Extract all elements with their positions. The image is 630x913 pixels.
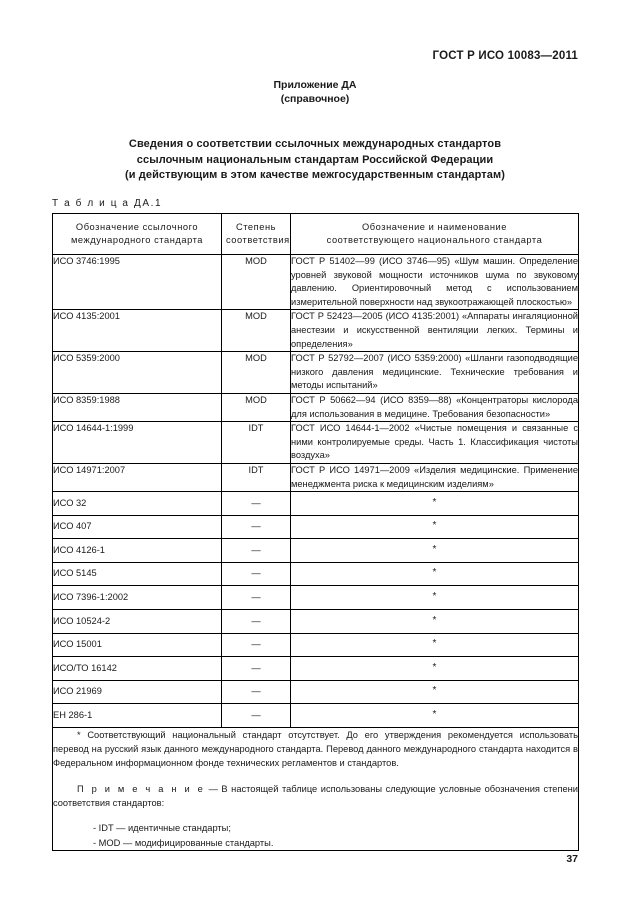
table-row bbox=[53, 704, 579, 728]
table-row bbox=[53, 255, 579, 310]
cell-national-standard: * bbox=[291, 633, 579, 657]
annex-title: Приложение ДА bbox=[273, 79, 357, 91]
cell-national-standard: * bbox=[291, 539, 579, 563]
cell-national-standard: * bbox=[291, 586, 579, 610]
cell-degree: — bbox=[222, 586, 291, 610]
note-text: — В настоящей таблице использованы следующие условные обозначения степени соответствия стандартов: bbox=[53, 783, 579, 808]
table-row bbox=[53, 352, 579, 394]
table-row bbox=[53, 539, 579, 563]
footnote-text: * Соответствующий национальный стандарт отсутствует. До его утверждения рекомендуется использовать перевод на русский язык данного международного стандарта. Перевод данного международного стандарта находится в Федеральном информационном фонде технических регламентов и стандартов. bbox=[53, 730, 578, 769]
cell-reference-standard: ИСО 5359:2000 bbox=[53, 352, 222, 394]
table-row bbox=[53, 463, 579, 491]
cell-reference-standard: ИСО/ТО 16142 bbox=[53, 657, 222, 681]
cell-reference-standard: ИСО 7396-1:2002 bbox=[53, 586, 222, 610]
cell-degree: MOD bbox=[222, 310, 291, 352]
cell-reference-standard: ИСО 21969 bbox=[53, 680, 222, 704]
note-paragraph bbox=[53, 782, 578, 810]
cell-national-standard: ГОСТ Р 51402—99 (ИСО 3746—95) «Шум машин. Определение уровней звуковой мощности источников шума по звуковому давлению. Ориентировочный метод с использованием измерительной поверхности над звукоотражающей плоскостью» bbox=[291, 255, 579, 310]
note-label: П р и м е ч а н и е bbox=[77, 783, 205, 794]
cell-degree: MOD bbox=[222, 255, 291, 310]
table-body bbox=[53, 255, 579, 851]
cell-reference-standard: ИСО 4135:2001 bbox=[53, 310, 222, 352]
page-title bbox=[60, 137, 570, 184]
cell-reference-standard: ИСО 407 bbox=[53, 515, 222, 539]
cell-degree: IDT bbox=[222, 422, 291, 464]
cell-reference-standard: ИСО 14971:2007 bbox=[53, 463, 222, 491]
column-header-national-standard bbox=[291, 214, 579, 255]
cell-degree: — bbox=[222, 515, 291, 539]
table-header-row bbox=[53, 214, 579, 255]
table-row bbox=[53, 310, 579, 352]
column-header-reference-standard-line-1: Обозначение ссылочного bbox=[75, 222, 199, 232]
table-row bbox=[53, 492, 579, 516]
cell-degree: — bbox=[222, 562, 291, 586]
column-header-reference-standard-line-2: международного стандарта bbox=[70, 235, 204, 245]
cell-degree: — bbox=[222, 610, 291, 634]
note-legend-list bbox=[53, 821, 578, 850]
table-footnote-row bbox=[53, 728, 579, 851]
annex-subtitle: (справочное) bbox=[280, 93, 350, 105]
cell-degree: — bbox=[222, 539, 291, 563]
cell-national-standard: * bbox=[291, 657, 579, 681]
page-title-line-3: (и действующим в этом качестве межгосударственным стандартам) bbox=[124, 169, 505, 181]
column-header-degree-line-2: соответствия bbox=[226, 235, 290, 245]
cell-degree: — bbox=[222, 633, 291, 657]
table-footnote-cell bbox=[53, 728, 579, 851]
table-row bbox=[53, 657, 579, 681]
page-number: 37 bbox=[566, 853, 578, 865]
cell-reference-standard: ИСО 32 bbox=[53, 492, 222, 516]
cell-degree: — bbox=[222, 704, 291, 728]
page-title-line-1: Сведения о соответствии ссылочных международных стандартов bbox=[128, 138, 502, 150]
table-row bbox=[53, 586, 579, 610]
page-title-line-2: ссылочным национальным стандартам Российской Федерации bbox=[136, 153, 494, 166]
cell-national-standard: * bbox=[291, 680, 579, 704]
column-header-degree-line-1: Степень bbox=[235, 222, 277, 232]
cell-reference-standard: ИСО 15001 bbox=[53, 633, 222, 657]
column-header-national-standard-line-2: соответствующего национального стандарта bbox=[326, 235, 543, 245]
table-row bbox=[53, 393, 579, 421]
cell-degree: — bbox=[222, 680, 291, 704]
table-row bbox=[53, 610, 579, 634]
cell-national-standard: * bbox=[291, 610, 579, 634]
cell-degree: — bbox=[222, 492, 291, 516]
cell-national-standard: ГОСТ Р 52792—2007 (ИСО 5359:2000) «Шланги газоподводящие низкого давления медицинские. Технические требования и методы испытаний» bbox=[291, 352, 579, 394]
table-row bbox=[53, 562, 579, 586]
cell-reference-standard: ИСО 3746:1995 bbox=[53, 255, 222, 310]
table-row bbox=[53, 422, 579, 464]
standards-correspondence-table bbox=[52, 213, 579, 851]
annex-heading bbox=[0, 78, 630, 106]
list-item: - IDT — идентичные стандарты; bbox=[93, 823, 231, 834]
column-header-degree bbox=[222, 214, 291, 255]
table-row bbox=[53, 680, 579, 704]
cell-reference-standard: ИСО 8359:1988 bbox=[53, 393, 222, 421]
column-header-national-standard-line-1: Обозначение и наименование bbox=[361, 222, 508, 232]
cell-degree: MOD bbox=[222, 352, 291, 394]
running-header: ГОСТ Р ИСО 10083—2011 bbox=[432, 50, 578, 62]
list-item: - MOD — модифицированные стандарты. bbox=[93, 837, 274, 848]
cell-national-standard: ГОСТ Р 50662—94 (ИСО 8359—88) «Концентраторы кислорода для использования в медицине. Требования безопасности» bbox=[291, 393, 579, 421]
cell-national-standard: * bbox=[291, 704, 579, 728]
cell-national-standard: ГОСТ ИСО 14644-1—2002 «Чистые помещения и связанные с ними контролируемые среды. Часть 1. Классификация чистоты воздуха» bbox=[291, 422, 579, 464]
cell-degree: — bbox=[222, 657, 291, 681]
cell-reference-standard: ИСО 5145 bbox=[53, 562, 222, 586]
cell-national-standard: * bbox=[291, 515, 579, 539]
cell-reference-standard: ИСО 4126-1 bbox=[53, 539, 222, 563]
cell-national-standard: * bbox=[291, 562, 579, 586]
cell-reference-standard: ИСО 14644-1:1999 bbox=[53, 422, 222, 464]
table-caption: Т а б л и ц а ДА.1 bbox=[52, 198, 163, 209]
cell-reference-standard: ИСО 10524-2 bbox=[53, 610, 222, 634]
table-row bbox=[53, 633, 579, 657]
cell-degree: IDT bbox=[222, 463, 291, 491]
cell-national-standard: * bbox=[291, 492, 579, 516]
cell-degree: MOD bbox=[222, 393, 291, 421]
table-row bbox=[53, 515, 579, 539]
column-header-reference-standard bbox=[53, 214, 222, 255]
cell-national-standard: ГОСТ Р 52423—2005 (ИСО 4135:2001) «Аппараты ингаляционной анестезии и искусственной вентиляции легких. Термины и определения» bbox=[291, 310, 579, 352]
cell-national-standard: ГОСТ Р ИСО 14971—2009 «Изделия медицинские. Применение менеджмента риска к медицинским изделиям» bbox=[291, 463, 579, 491]
cell-reference-standard: ЕН 286-1 bbox=[53, 704, 222, 728]
